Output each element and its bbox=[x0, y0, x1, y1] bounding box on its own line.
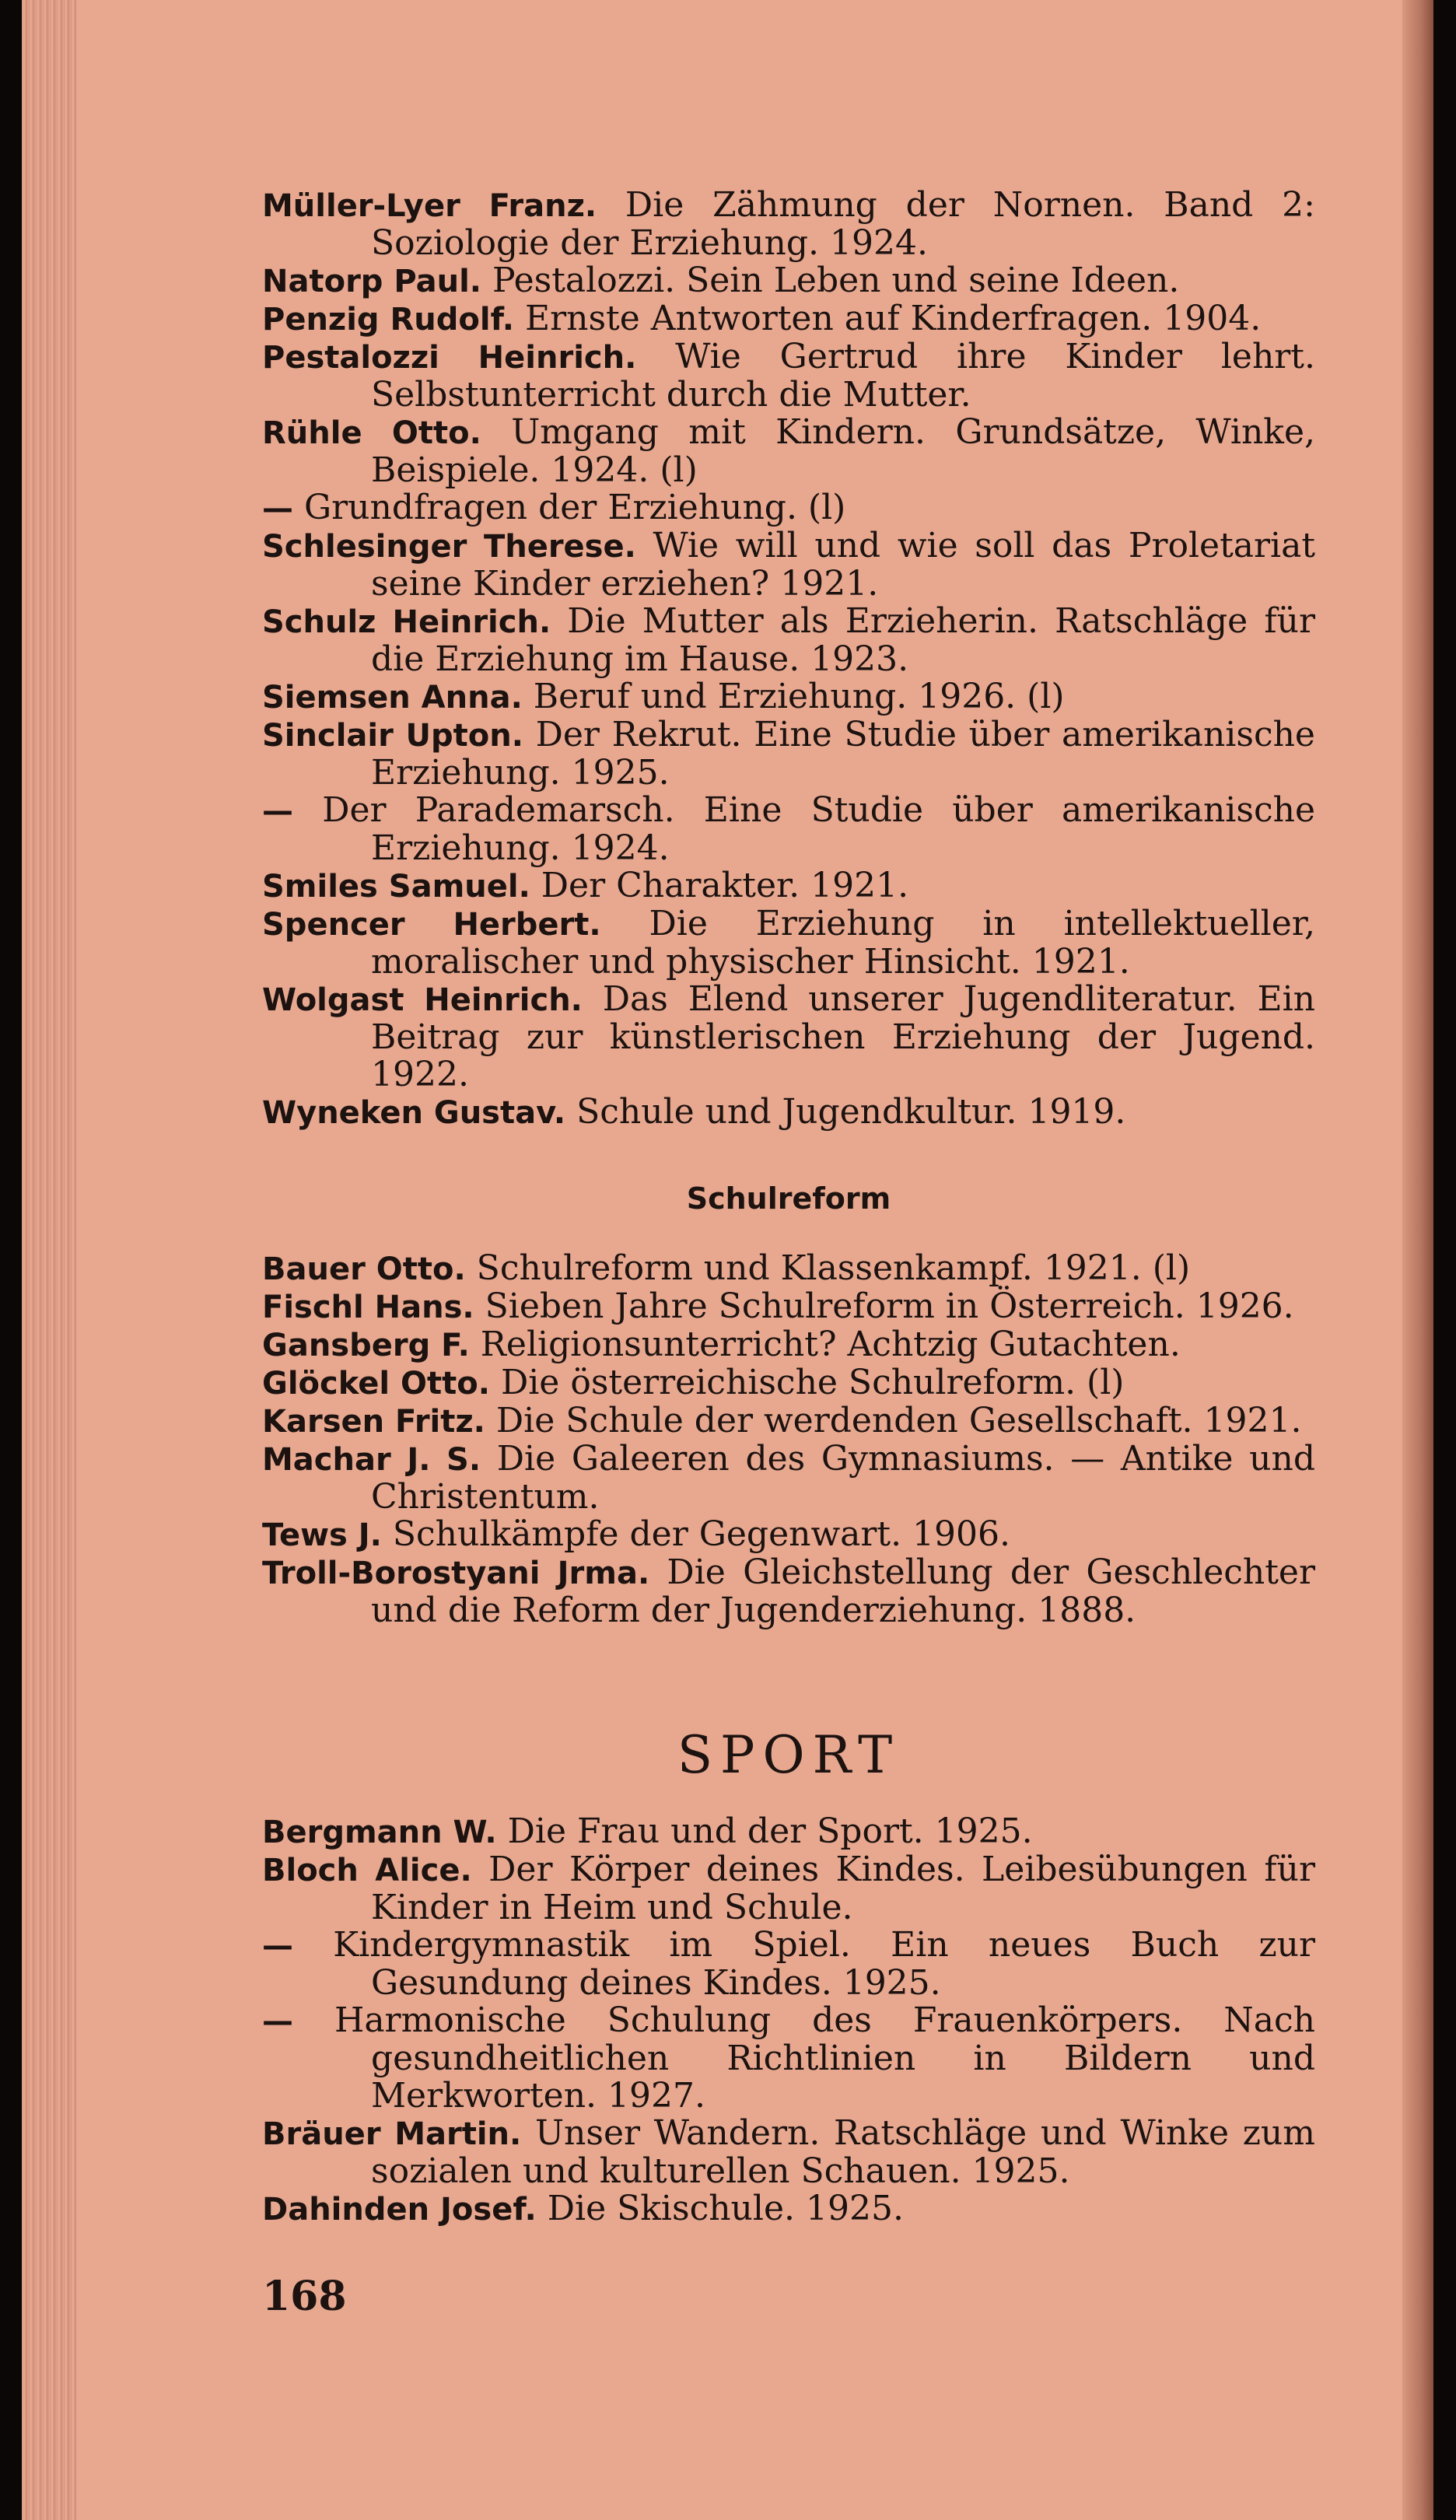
bibliography-entry bbox=[262, 262, 1315, 300]
entry-author: Fischl Hans. bbox=[262, 1290, 474, 1325]
bibliography-content bbox=[262, 187, 1315, 2228]
bibliography-entry bbox=[262, 603, 1315, 678]
entry-author: Rühle Otto. bbox=[262, 415, 481, 451]
entry-title: Wie Gertrud ihre Kinder lehrt. Selbstunterricht durch die Mutter. bbox=[371, 337, 1315, 415]
entry-author: Bauer Otto. bbox=[262, 1251, 466, 1287]
entry-title: Umgang mit Kindern. Grundsätze, Winke, Beispiele. 1924. (l) bbox=[371, 412, 1315, 490]
bibliography-entry bbox=[262, 2190, 1315, 2228]
entry-title: Grundfragen der Erziehung. (l) bbox=[304, 488, 846, 527]
entry-title: Der Charakter. 1921. bbox=[541, 866, 909, 905]
entry-author: Machar J. S. bbox=[262, 1442, 481, 1478]
entry-title: Pestalozzi. Sein Leben und seine Ideen. bbox=[492, 261, 1180, 300]
entry-author: Tews J. bbox=[262, 1517, 382, 1553]
entry-title: Wie will und wie soll das Proletariat seine Kinder erziehen? 1921. bbox=[371, 526, 1316, 604]
entry-author: Bloch Alice. bbox=[262, 1853, 472, 1888]
entry-author: Troll-Borostyani Jrma. bbox=[262, 1556, 650, 1591]
bibliography-entry bbox=[262, 867, 1315, 905]
entries-sport bbox=[262, 1813, 1315, 2228]
entry-author: Dahinden Josef. bbox=[262, 2192, 537, 2228]
bibliography-entry bbox=[262, 2115, 1315, 2190]
bibliography-entry bbox=[262, 1326, 1315, 1364]
bibliography-entry bbox=[262, 300, 1315, 338]
entry-author: Sinclair Upton. bbox=[262, 718, 523, 754]
bibliography-entry bbox=[262, 527, 1315, 603]
entry-title: Schulkämpfe der Gegenwart. 1906. bbox=[392, 1514, 1011, 1554]
bibliography-entry bbox=[262, 678, 1315, 716]
book-binding bbox=[1402, 0, 1433, 2520]
entry-author: Pestalozzi Heinrich. bbox=[262, 340, 637, 376]
entry-author: Gansberg F. bbox=[262, 1328, 470, 1363]
bibliography-entry bbox=[262, 187, 1315, 262]
entry-author: Wyneken Gustav. bbox=[262, 1095, 566, 1131]
entry-author: — bbox=[262, 793, 293, 829]
page-edges bbox=[22, 0, 76, 2520]
entry-author: Schulz Heinrich. bbox=[262, 604, 551, 640]
bibliography-entry bbox=[262, 1250, 1315, 1288]
entry-title: Unser Wandern. Ratschläge und Winke zum sozialen und kulturellen Schauen. 1925. bbox=[371, 2113, 1315, 2191]
bibliography-entry bbox=[262, 1288, 1315, 1326]
chapter-heading-sport: SPORT bbox=[677, 1725, 901, 1785]
entry-title: Schulreform und Klassenkampf. 1921. (l) bbox=[476, 1248, 1191, 1288]
entry-author: Bergmann W. bbox=[262, 1815, 497, 1850]
entry-title: Ernste Antworten auf Kinderfragen. 1904. bbox=[524, 299, 1262, 338]
bibliography-entry bbox=[262, 981, 1315, 1094]
entries-schulreform bbox=[262, 1250, 1315, 1629]
entry-author: Penzig Rudolf. bbox=[262, 302, 514, 338]
bibliography-entry bbox=[262, 1516, 1315, 1554]
entry-author: Siemsen Anna. bbox=[262, 680, 523, 716]
entry-title: Religionsunterricht? Achtzig Gutachten. bbox=[480, 1325, 1181, 1364]
entry-author: Schlesinger Therese. bbox=[262, 529, 636, 565]
entry-title: Das Elend unserer Jugendliteratur. Ein Beitrag zur künstlerischen Erziehung der Jugend. 1922. bbox=[371, 979, 1315, 1094]
entries-education bbox=[262, 187, 1315, 1132]
entry-title: Sieben Jahre Schulreform in Österreich. 1926. bbox=[485, 1286, 1294, 1326]
bibliography-entry bbox=[262, 716, 1315, 792]
entry-title: Die Zähmung der Nornen. Band 2: Soziologie der Erziehung. 1924. bbox=[371, 185, 1315, 263]
entry-author: — bbox=[262, 491, 293, 527]
bibliography-entry bbox=[262, 1927, 1315, 2002]
entry-title: Kindergymnastik im Spiel. Ein neues Buch zur Gesundung deines Kindes. 1925. bbox=[333, 1925, 1315, 2003]
entry-title: Die österreichische Schulreform. (l) bbox=[500, 1363, 1125, 1402]
entry-author: Natorp Paul. bbox=[262, 264, 481, 299]
entry-author: Smiles Samuel. bbox=[262, 869, 530, 905]
entry-author: Spencer Herbert. bbox=[262, 907, 601, 943]
entry-author: Wolgast Heinrich. bbox=[262, 982, 583, 1018]
bibliography-entry bbox=[262, 1440, 1315, 1516]
page-number: 168 bbox=[262, 2273, 347, 2320]
entry-author: Karsen Fritz. bbox=[262, 1404, 485, 1440]
entry-title: Die Skischule. 1925. bbox=[547, 2189, 904, 2228]
entry-title: Die Galeeren des Gymnasiums. — Antike und Christentum. bbox=[371, 1439, 1315, 1517]
bibliography-entry bbox=[262, 1554, 1315, 1629]
entry-author: Bräuer Martin. bbox=[262, 2116, 522, 2152]
bibliography-entry bbox=[262, 1402, 1315, 1440]
entry-title: Die Frau und der Sport. 1925. bbox=[507, 1811, 1033, 1851]
bibliography-entry bbox=[262, 338, 1315, 414]
bibliography-entry bbox=[262, 489, 1315, 527]
entry-author: — bbox=[262, 2004, 293, 2039]
entry-title: Die Schule der werdenden Gesellschaft. 1921. bbox=[495, 1401, 1302, 1440]
bibliography-entry bbox=[262, 1813, 1315, 1851]
bibliography-entry bbox=[262, 414, 1315, 489]
entry-title: Der Parademarsch. Eine Studie über amerikanische Erziehung. 1924. bbox=[322, 790, 1315, 868]
entry-title: Der Körper deines Kindes. Leibesübungen für Kinder in Heim und Schule. bbox=[371, 1850, 1315, 1927]
bibliography-entry bbox=[262, 905, 1315, 981]
bibliography-entry bbox=[262, 2002, 1315, 2115]
entry-title: Beruf und Erziehung. 1926. (l) bbox=[533, 677, 1065, 716]
entry-title: Die Mutter als Erzieherin. Ratschläge für die Erziehung im Hause. 1923. bbox=[371, 601, 1315, 679]
entry-title: Die Gleichstellung der Geschlechter und die Reform der Jugenderziehung. 1888. bbox=[371, 1552, 1315, 1630]
section-heading-schulreform: Schulreform bbox=[686, 1181, 891, 1216]
bibliography-entry bbox=[262, 1094, 1315, 1132]
entry-title: Schule und Jugendkultur. 1919. bbox=[576, 1092, 1126, 1132]
entry-title: Harmonische Schulung des Frauenkörpers. Nach gesundheitlichen Richtlinien in Bildern und Merkworten. 1927. bbox=[334, 2000, 1315, 2116]
entry-title: Die Erziehung in intellektueller, moralischer und physischer Hinsicht. 1921. bbox=[371, 904, 1315, 982]
entry-author: Müller-Lyer Franz. bbox=[262, 188, 597, 224]
entry-author: Glöckel Otto. bbox=[262, 1366, 490, 1402]
bibliography-entry bbox=[262, 1364, 1315, 1402]
bibliography-entry bbox=[262, 792, 1315, 867]
bibliography-entry bbox=[262, 1851, 1315, 1927]
entry-author: — bbox=[262, 1928, 293, 1964]
entry-title: Der Rekrut. Eine Studie über amerikanische Erziehung. 1925. bbox=[371, 715, 1315, 793]
